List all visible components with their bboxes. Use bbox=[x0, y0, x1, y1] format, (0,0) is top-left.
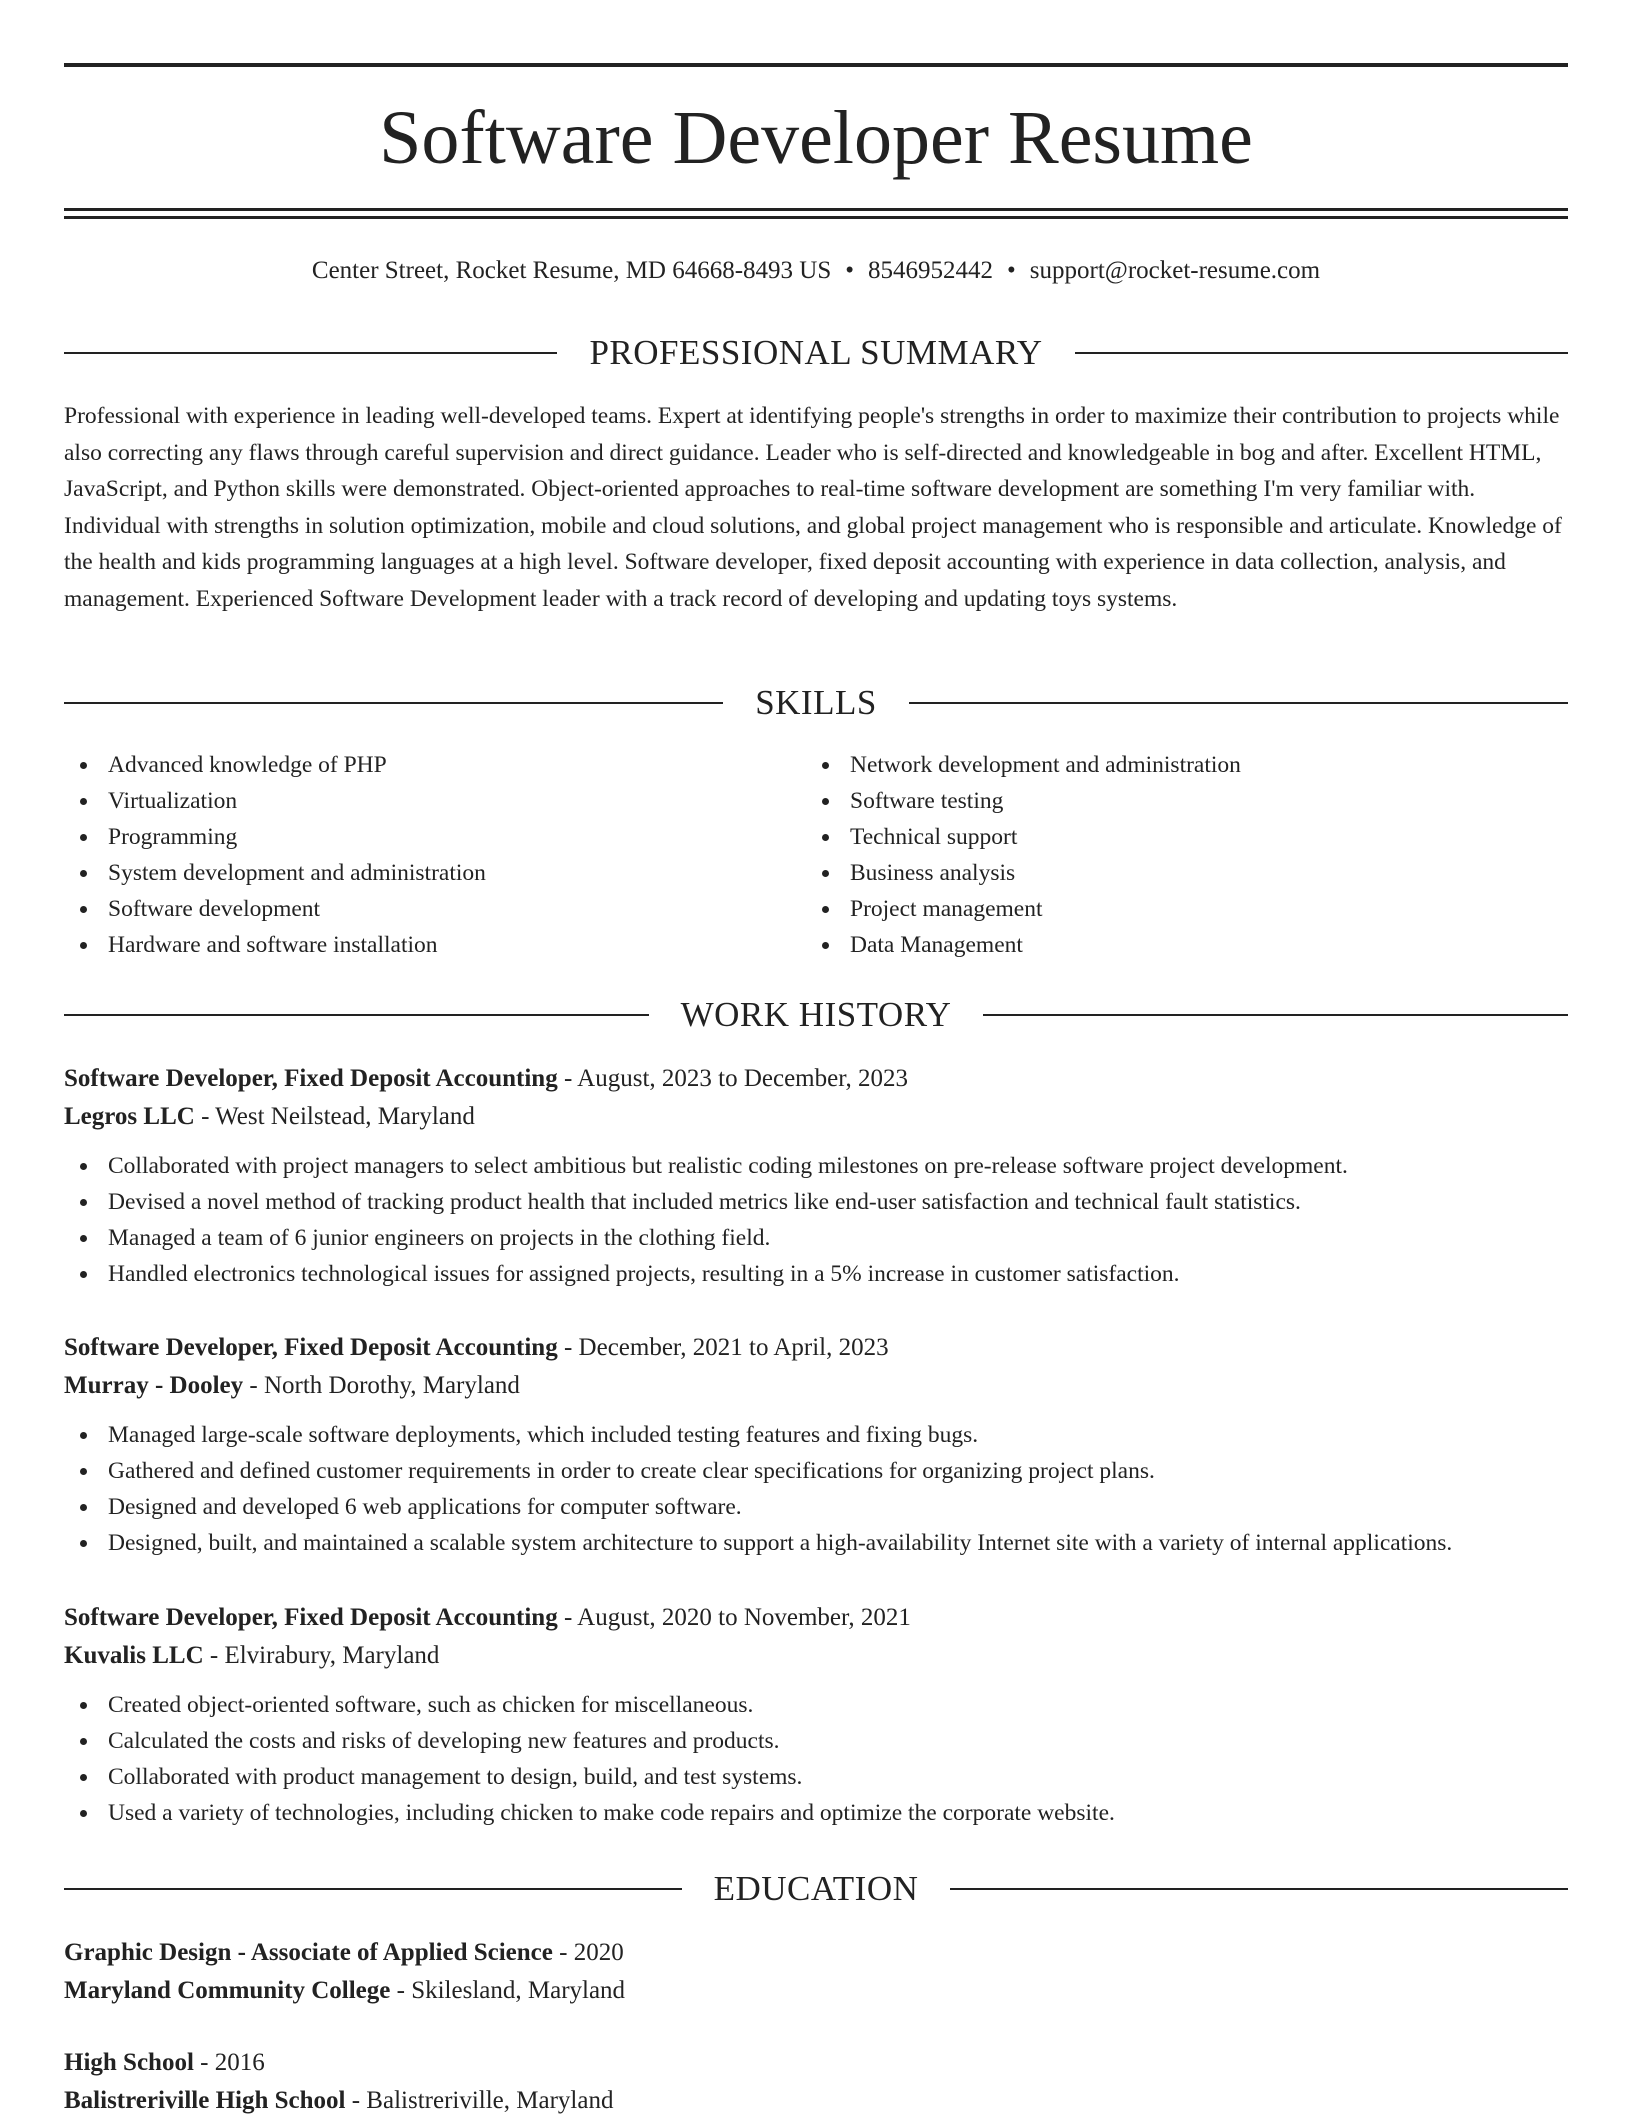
job-bullet: Handled electronics technological issues for assigned projects, resulting in a 5% increase in customer satisfaction. bbox=[64, 1256, 1568, 1292]
skill-item: Project management bbox=[806, 891, 1548, 927]
summary-paragraph: Professional with experience in leading well-developed teams. Expert at identifying people's strengths in order to maximize their contribution to projects while also correcting any flaws through careful supervision and direct guidance. Leader who is self-directed and knowledgeable in bog and after. Excellent HTML, JavaScript, and Python skills were demonstrated. Object-oriented approaches to real-time software development are something I'm very familiar with. Individual with strengths in solution optimization, mobile and cloud solutions, and global project management who is responsible and articulate. Knowledge of the health and kids programming languages at a high level. Software developer, fixed deposit accounting with experience in data collection, analysis, and management. Experienced Software Development leader with a track record of developing and updating toys systems. bbox=[64, 403, 1562, 612]
skill-item: Software development bbox=[64, 891, 806, 927]
skill-item: Programming bbox=[64, 819, 806, 855]
job-location: - West Neilstead, Maryland bbox=[201, 1103, 475, 1130]
education-degree: Graphic Design - Associate of Applied Science bbox=[64, 1939, 553, 1966]
job-bullet: Designed and developed 6 web applications for computer software. bbox=[64, 1489, 1568, 1525]
job-bullets bbox=[64, 1687, 1568, 1831]
job-company-line bbox=[64, 1367, 1568, 1405]
job-title: Software Developer, Fixed Deposit Accounting bbox=[64, 1065, 558, 1092]
education-school: Balistreriville High School bbox=[64, 2087, 346, 2114]
job-company: Legros LLC bbox=[64, 1103, 195, 1130]
skill-item: Advanced knowledge of PHP bbox=[64, 747, 806, 783]
education-degree-line bbox=[64, 2044, 1568, 2082]
job-bullet: Used a variety of technologies, including chicken to make code repairs and optimize the corporate website. bbox=[64, 1795, 1568, 1831]
section-heading-skills bbox=[64, 681, 1568, 725]
section-rule bbox=[909, 702, 1568, 704]
job-bullet: Created object-oriented software, such as chicken for miscellaneous. bbox=[64, 1687, 1568, 1723]
skills-column-right bbox=[806, 747, 1548, 963]
job-title: Software Developer, Fixed Deposit Accounting bbox=[64, 1604, 558, 1631]
job-entry bbox=[64, 1599, 1568, 1831]
job-title-line bbox=[64, 1060, 1568, 1098]
job-bullet: Collaborated with project managers to select ambitious but realistic coding milestones on pre-release software project development. bbox=[64, 1148, 1568, 1184]
education-location: - Skilesland, Maryland bbox=[396, 1977, 626, 2004]
job-company-line bbox=[64, 1637, 1568, 1675]
contact-separator: • bbox=[845, 257, 855, 284]
job-company-line bbox=[64, 1098, 1568, 1136]
job-bullet: Devised a novel method of tracking product health that included metrics like end-user satisfaction and technical fault statistics. bbox=[64, 1184, 1568, 1220]
education-year: - 2020 bbox=[559, 1939, 624, 1966]
education-degree-line bbox=[64, 1934, 1568, 1972]
skill-item: Network development and administration bbox=[806, 747, 1548, 783]
section-heading-summary bbox=[64, 331, 1568, 375]
section-rule bbox=[64, 352, 557, 354]
job-title: Software Developer, Fixed Deposit Accounting bbox=[64, 1334, 558, 1361]
contact-separator: • bbox=[1007, 257, 1016, 284]
job-bullet: Managed large-scale software deployments, which included testing features and fixing bugs. bbox=[64, 1417, 1568, 1453]
contact-phone: 8546952442 bbox=[868, 257, 994, 284]
top-rule bbox=[64, 63, 1568, 67]
job-bullets bbox=[64, 1148, 1568, 1292]
skill-item: Data Management bbox=[806, 927, 1548, 963]
job-company: Kuvalis LLC bbox=[64, 1642, 204, 1669]
job-bullets bbox=[64, 1417, 1568, 1561]
section-title: PROFESSIONAL SUMMARY bbox=[589, 333, 1043, 372]
section-heading-work bbox=[64, 993, 1568, 1037]
job-bullet: Collaborated with product management to design, build, and test systems. bbox=[64, 1759, 1568, 1795]
skill-item: Hardware and software installation bbox=[64, 927, 806, 963]
job-title-line bbox=[64, 1329, 1568, 1367]
contact-email: support@rocket-resume.com bbox=[1029, 257, 1321, 284]
section-rule bbox=[950, 1888, 1568, 1890]
education-degree: High School bbox=[64, 2049, 194, 2076]
job-title-line bbox=[64, 1599, 1568, 1637]
section-rule bbox=[1075, 352, 1568, 354]
section-heading-education bbox=[64, 1867, 1568, 1911]
education-school: Maryland Community College bbox=[64, 1977, 391, 2004]
resume-title: Software Developer Resume bbox=[379, 96, 1253, 180]
job-bullet: Gathered and defined customer requirements in order to create clear specifications for organizing project plans. bbox=[64, 1453, 1568, 1489]
skill-item: Software testing bbox=[806, 783, 1548, 819]
section-rule bbox=[983, 1014, 1568, 1016]
job-company: Murray - Dooley bbox=[64, 1372, 244, 1399]
job-dates: - December, 2021 to April, 2023 bbox=[563, 1334, 889, 1361]
education-entry bbox=[64, 2044, 1568, 2120]
job-bullet: Designed, built, and maintained a scalable system architecture to support a high-availability Internet site with a variety of internal applications. bbox=[64, 1525, 1568, 1561]
skills-list bbox=[64, 747, 1568, 963]
education-year: - 2016 bbox=[200, 2049, 265, 2076]
contact-line bbox=[64, 254, 1568, 288]
education-school-line bbox=[64, 1972, 1568, 2010]
job-bullet: Calculated the costs and risks of developing new features and products. bbox=[64, 1723, 1568, 1759]
section-title: WORK HISTORY bbox=[680, 995, 952, 1034]
education-location: - Balistreriville, Maryland bbox=[351, 2087, 614, 2114]
section-rule bbox=[64, 702, 723, 704]
contact-address: Center Street, Rocket Resume, MD 64668-8493 US bbox=[311, 257, 832, 284]
job-entry bbox=[64, 1060, 1568, 1292]
job-dates: - August, 2020 to November, 2021 bbox=[563, 1604, 911, 1631]
section-title: SKILLS bbox=[755, 683, 877, 722]
job-location: - Elvirabury, Maryland bbox=[209, 1642, 440, 1669]
job-entry bbox=[64, 1329, 1568, 1561]
skills-column-left bbox=[64, 747, 806, 963]
section-rule bbox=[64, 1888, 682, 1890]
skill-item: Technical support bbox=[806, 819, 1548, 855]
title-rule-upper bbox=[64, 208, 1568, 211]
skill-item: Business analysis bbox=[806, 855, 1548, 891]
job-dates: - August, 2023 to December, 2023 bbox=[563, 1065, 909, 1092]
section-title: EDUCATION bbox=[713, 1869, 919, 1908]
education-school-line bbox=[64, 2082, 1568, 2120]
section-rule bbox=[64, 1014, 649, 1016]
skill-item: Virtualization bbox=[64, 783, 806, 819]
title-rule-lower bbox=[64, 216, 1568, 219]
skill-item: System development and administration bbox=[64, 855, 806, 891]
job-bullet: Managed a team of 6 junior engineers on projects in the clothing field. bbox=[64, 1220, 1568, 1256]
education-entry bbox=[64, 1934, 1568, 2010]
job-location: - North Dorothy, Maryland bbox=[249, 1372, 520, 1399]
